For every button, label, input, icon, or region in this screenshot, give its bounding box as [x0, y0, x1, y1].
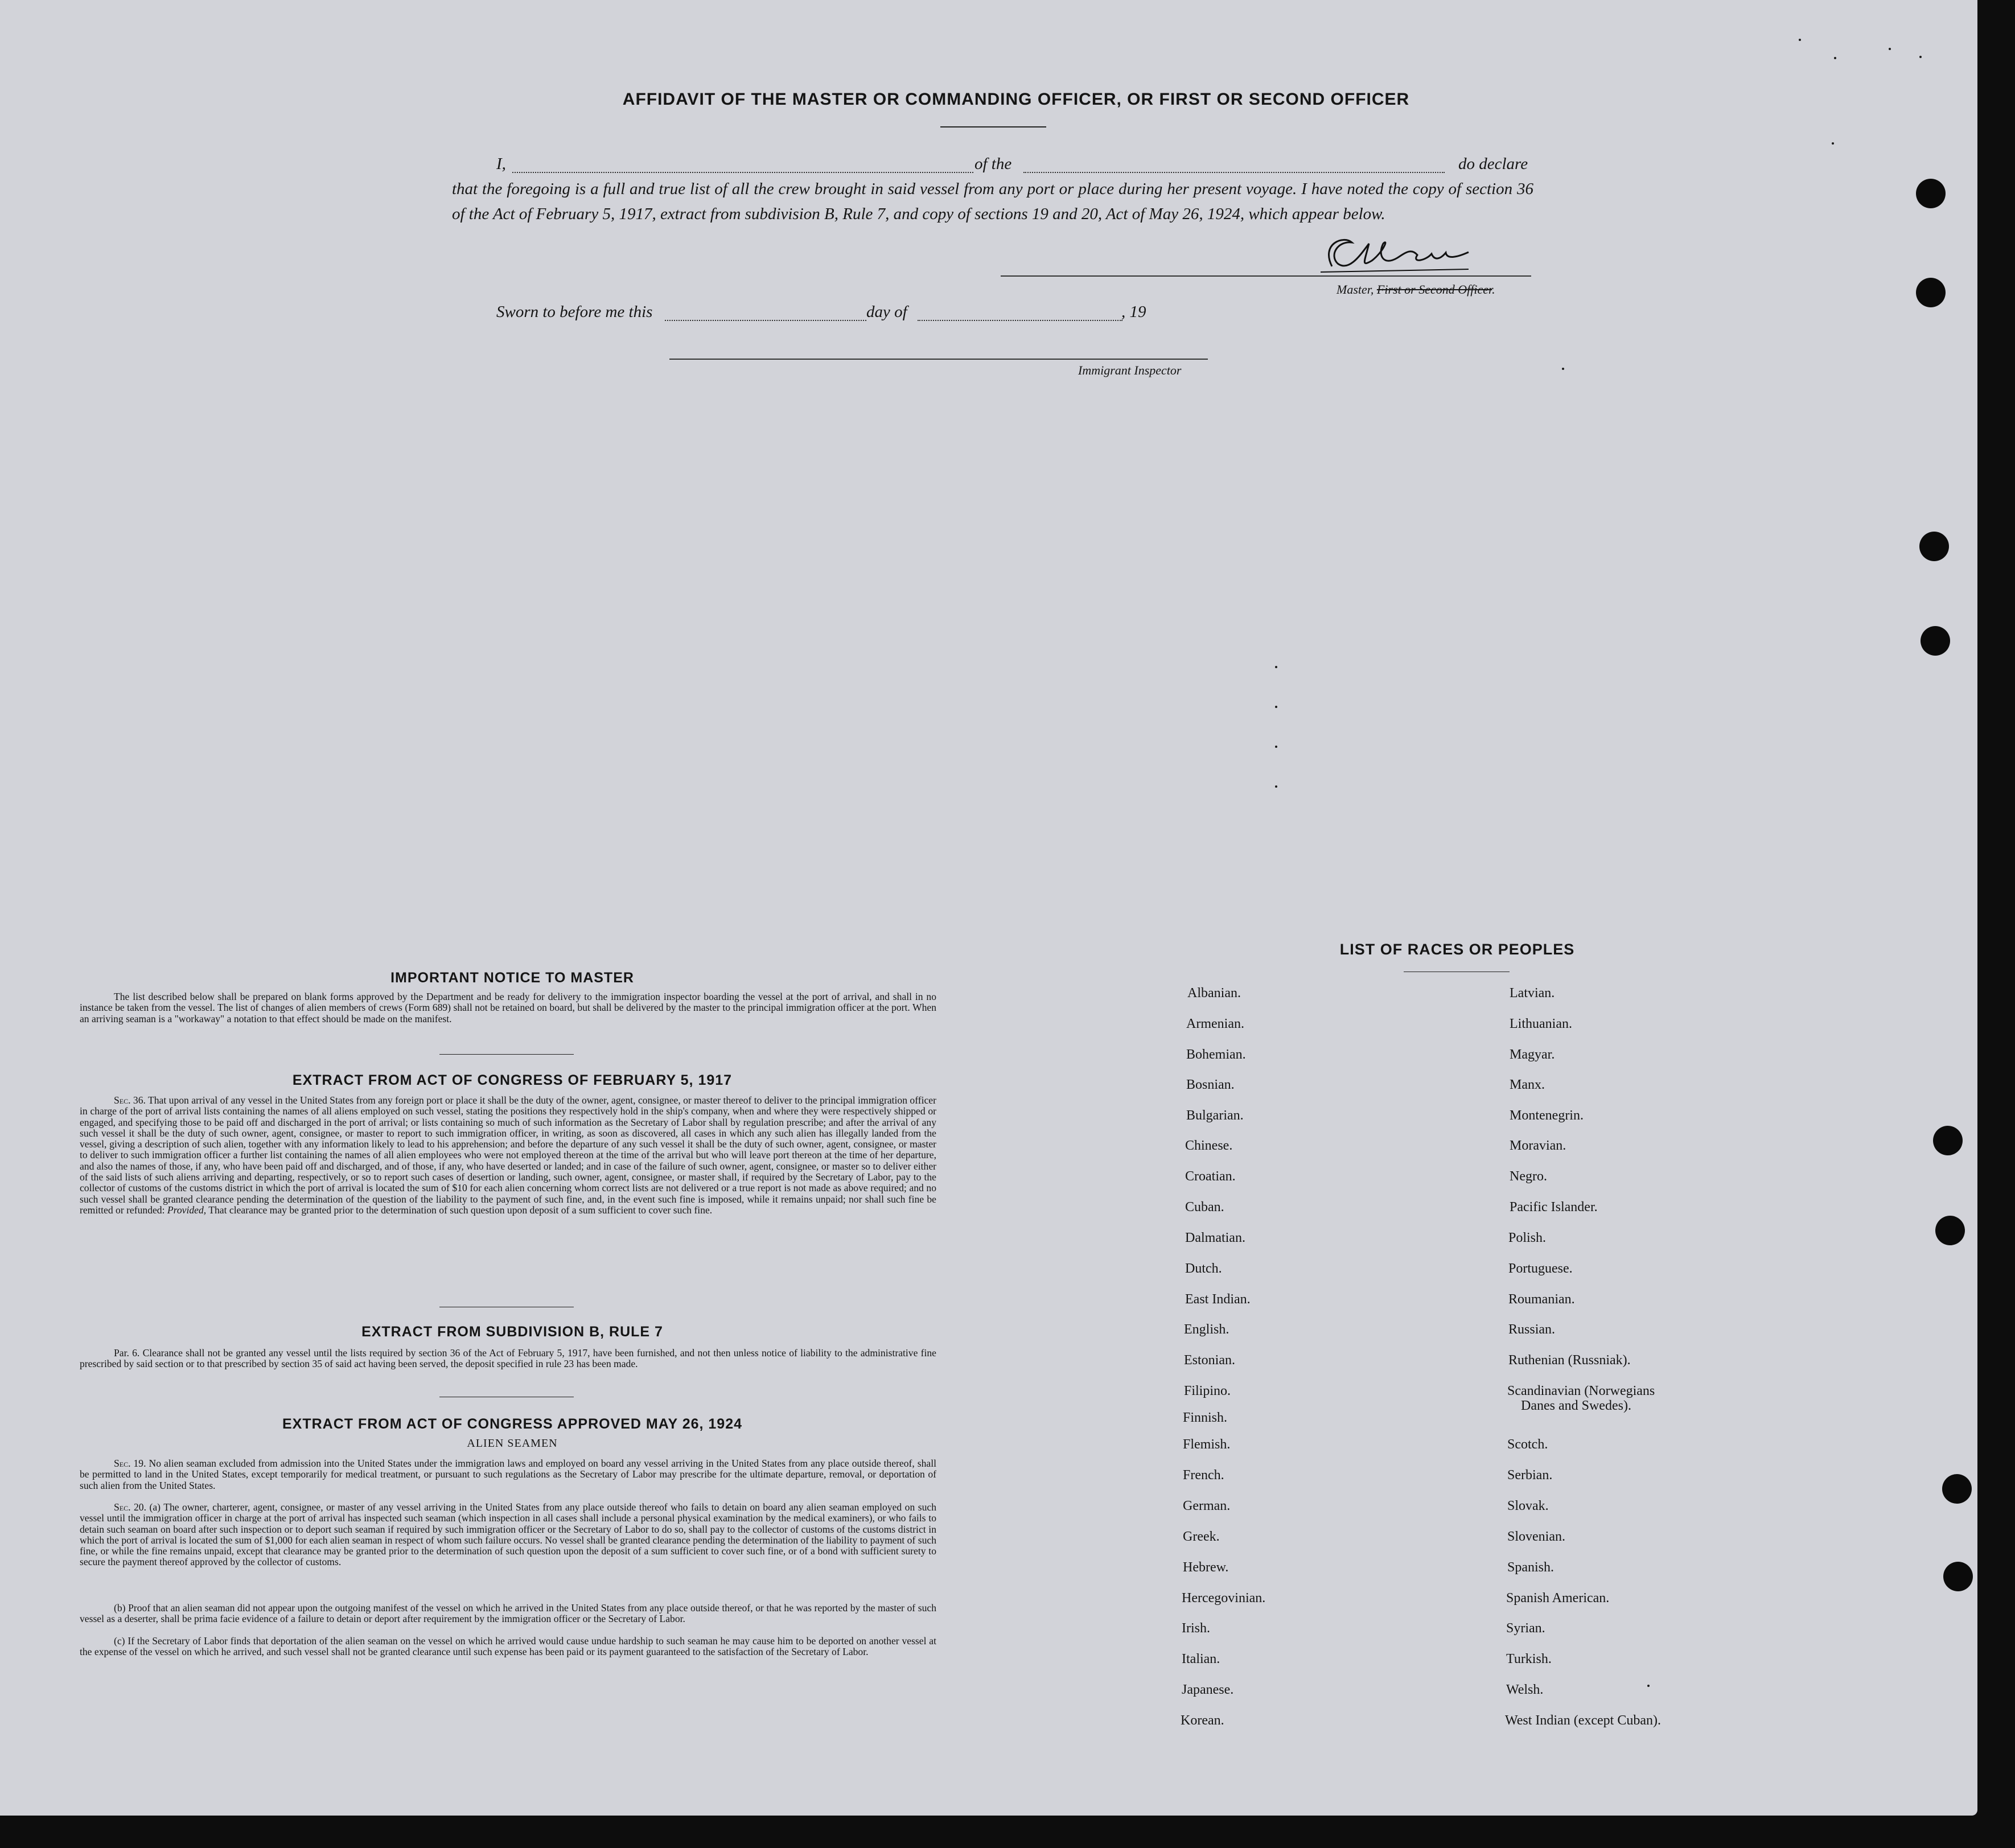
act-1924-title: EXTRACT FROM ACT OF CONGRESS APPROVED MAY 26, 1924	[282, 1416, 743, 1432]
title-divider	[940, 126, 1046, 127]
declarant-label: I,	[496, 155, 506, 173]
sworn-month-blank[interactable]	[918, 320, 1122, 321]
race-item: Chinese.	[1185, 1138, 1233, 1153]
race-item: German.	[1183, 1499, 1231, 1513]
act-1917-provided: Provided,	[167, 1204, 207, 1216]
race-item: Slovenian.	[1507, 1529, 1565, 1544]
race-item: Turkish.	[1506, 1652, 1552, 1666]
race-item: Dutch.	[1185, 1261, 1222, 1276]
notice-text: The list described below shall be prepared on blank forms approved by the Department and be ready for delivery to the immigration inspector boarding the vessel at the port of arrival, and shall in no instance be taken from the vessel. The list of changes of alien members of crews (Form 689) shall not be retained on board, but shall be delivered by the master to the principal immigration officer at the port. When an arriving seaman is a "workaway" a notation to that effect should be made on the manifest.	[80, 991, 936, 1024]
race-item: Irish.	[1182, 1621, 1210, 1636]
race-item: Armenian.	[1186, 1016, 1244, 1031]
race-item: Croatian.	[1185, 1169, 1236, 1184]
sec19-label: Sec. 19.	[114, 1458, 146, 1469]
scan-speck	[1275, 785, 1277, 788]
act-1924-sec20a	[80, 1502, 936, 1568]
scan-speck	[1562, 368, 1564, 370]
race-item: Moravian.	[1510, 1138, 1566, 1153]
act-1917-body-end: That clearance may be granted prior to the determination of such question upon deposit of a sum sufficient to cover such fine.	[208, 1204, 713, 1216]
sworn-day-blank[interactable]	[665, 320, 866, 321]
race-item: Cuban.	[1185, 1200, 1224, 1215]
act-1917-body: That upon arrival of any vessel in the United States from any foreign port or place it shall be the duty of the owner, agent, consignee, or master thereof to deliver to the principal immigration officer in charge of the port of arrival lists containing the names of all aliens employed on such vessel, stating the positions they respectively hold in the ship's company, when and where they were respectively shipped or engaged, and specifying those to be paid off and discharged in the port of arrival; or lists containing so much of such information as the Secretary of Labor shall by regulation prescribe; and after the arrival of any such vessel it shall be the duty of such owner, agent, consignee, or master to report to such immigration officer, in writing, as soon as discovered, all cases in which any such alien has illegally landed from the vessel, giving a description of such alien, together with any information likely to lead to his apprehension; and before the departure of any such vessel it shall be the duty of such owner, agent, consignee, or master to deliver to such immigration officer a further list containing the names of all alien employees who were not employed thereon at the time of the arrival but who will leave port thereon at the time of her departure, and also the names of those, if any, who have been paid off and discharged, and of those, if any, who have deserted or landed; and in case of the failure of such owner, agent, consignee, or master so to deliver either of the said lists of such aliens arriving and departing, respectively, or so to report such cases of desertion or landing, such owner, agent, consignee, or master shall, if required by the Secretary of Labor, pay to the collector of customs of the customs district in which the port of arrival is located the sum of $10 for each alien concerning whom correct lists are not delivered or a true report is not made as above required; and no such vessel shall be granted clearance pending the determination of the question of the liability to the payment of such fine, and, in the event such fine is imposed, while it remains unpaid; nor shall such fine be remitted or refunded:	[80, 1094, 936, 1216]
race-item: Portuguese.	[1508, 1261, 1573, 1276]
scan-speck	[1275, 746, 1277, 748]
race-item: Welsh.	[1506, 1682, 1544, 1697]
sec20a-body: (a) The owner, charterer, agent, consignee, or master of any vessel arriving in the United States from any place outside thereof who fails to detain on board any alien seaman employed on such vessel until the immigration officer in charge at the port of arrival has inspected such seaman (which inspection in all cases shall include a personal physical examination by the medical examiners), or who fails to detain such seaman on board after such inspection or to deport such seaman if required by such immigration officer or the Secretary of Labor to do so, shall pay to the collector of customs of the customs district in which the port of arrival is located the sum of $1,000 for each alien seaman in respect of whom such failure occurs. No vessel shall be granted clearance pending the determination of the liability to payment of such fine, or while the fine remains unpaid, except that clearance may be granted prior to the determination of such question upon the deposit of a sum sufficient to cover such fine, or of a bond with sufficient surety to secure the payment thereof approved by the collector of customs.	[80, 1501, 936, 1568]
signature-mark	[1298, 232, 1480, 278]
race-item: Finnish.	[1183, 1410, 1228, 1425]
race-item: Negro.	[1510, 1169, 1547, 1184]
of-the-label: of the	[974, 155, 1012, 173]
race-item: English.	[1184, 1322, 1229, 1337]
sec20-label: Sec. 20.	[114, 1501, 146, 1513]
race-item: Manx.	[1510, 1077, 1545, 1092]
scan-speck	[1799, 39, 1801, 41]
race-item: Spanish American.	[1506, 1591, 1610, 1606]
race-item: Flemish.	[1183, 1437, 1231, 1452]
rule-7-text: Par. 6. Clearance shall not be granted any vessel until the lists required by section 36 of the Act of February 5, 1917, have been furnished, and not then unless notice of liability to the administrative fine prescribed by said section or to that prescribed by section 35 of said act having been served, the deposit specified in rule 23 has been made.	[80, 1347, 936, 1370]
race-item: Dalmatian.	[1185, 1230, 1245, 1245]
act-1924-sec20c: (c) If the Secretary of Labor finds that deportation of the alien seaman on the vessel on which he arrived would cause undue hardship to such seaman he may cause him to be deported on another vessel at the expense of the vessel on which he arrived, and such vessel shall not be granted clearance until such expense has been paid or its payment guaranteed to the satisfaction of the Secretary of Labor.	[80, 1635, 936, 1658]
signature-caption	[1337, 282, 1495, 297]
race-item: Polish.	[1508, 1230, 1547, 1245]
race-item: Filipino.	[1184, 1384, 1231, 1398]
binder-hole	[1943, 1562, 1973, 1591]
binder-hole	[1919, 532, 1949, 561]
race-item: Bulgarian.	[1186, 1108, 1244, 1123]
race-item: Montenegrin.	[1510, 1108, 1584, 1123]
scan-speck	[1889, 48, 1891, 50]
race-item: West Indian (except Cuban).	[1505, 1713, 1661, 1728]
race-item: Slovak.	[1507, 1499, 1549, 1513]
race-item: Italian.	[1182, 1652, 1220, 1666]
inspector-label: Immigrant Inspector	[1078, 363, 1182, 377]
binder-hole	[1933, 1126, 1963, 1155]
declarant-name-blank[interactable]	[512, 172, 973, 173]
do-declare-label: do declare	[1458, 155, 1528, 173]
act-1924-subtitle: ALIEN SEAMEN	[467, 1437, 558, 1450]
race-item: French.	[1183, 1468, 1224, 1483]
day-of-label: day of	[866, 303, 907, 321]
scan-speck	[1275, 706, 1277, 708]
rule-7-title: EXTRACT FROM SUBDIVISION B, RULE 7	[361, 1324, 663, 1340]
scan-speck	[1919, 56, 1922, 58]
race-item: Roumanian.	[1508, 1292, 1575, 1307]
signature-caption-end: .	[1492, 282, 1495, 297]
sworn-label: Sworn to before me this	[496, 303, 653, 321]
races-title: LIST OF RACES OR PEOPLES	[1339, 941, 1575, 958]
act-1924-sec19	[80, 1458, 936, 1491]
race-item: Scotch.	[1507, 1437, 1548, 1452]
race-item: Russian.	[1508, 1322, 1556, 1337]
race-item: Latvian.	[1510, 986, 1555, 1001]
binder-hole	[1916, 278, 1946, 307]
race-item: Greek.	[1183, 1529, 1220, 1544]
race-item: Serbian.	[1507, 1468, 1553, 1483]
vessel-name-blank[interactable]	[1023, 172, 1445, 173]
race-item: Hercegovinian.	[1182, 1591, 1266, 1606]
race-item: Bohemian.	[1186, 1047, 1246, 1062]
act-1917-sec-label: Sec. 36.	[114, 1094, 146, 1106]
race-item: Korean.	[1181, 1713, 1224, 1728]
race-item: Danes and Swedes).	[1521, 1398, 1631, 1413]
binder-hole	[1916, 179, 1946, 208]
race-item: Estonian.	[1184, 1353, 1235, 1368]
race-item: Magyar.	[1510, 1047, 1555, 1062]
scan-speck	[1832, 142, 1834, 145]
inspector-signature-line[interactable]	[669, 359, 1208, 360]
act-1924-sec20b: (b) Proof that an alien seaman did not appear upon the outgoing manifest of the vessel on which he arrived in the United States from any place outside thereof, or that he was reported by the master of such vessel as a deserter, shall be prima facie evidence of a failure to detain or deport after requirement by the immigration officer or the Secretary of Labor.	[80, 1602, 936, 1625]
race-item: Spanish.	[1507, 1560, 1555, 1575]
act-1917-text	[80, 1095, 936, 1216]
notice-divider	[439, 1054, 574, 1055]
affidavit-title: AFFIDAVIT OF THE MASTER OR COMMANDING OFFICER, OR FIRST OR SECOND OFFICER	[622, 90, 1410, 109]
signature-caption-master: Master,	[1337, 282, 1374, 297]
scan-speck	[1275, 666, 1277, 668]
race-item: Lithuanian.	[1510, 1016, 1572, 1031]
affidavit-statement: that the foregoing is a full and true list of all the crew brought in said vessel from any port or place during her present voyage. I have noted the copy of section 36 of the Act of February 5, 1917, extract from subdivision B, Rule 7, and copy of sections 19 and 20, Act of May 26, 1924, which appear below.	[452, 180, 1533, 223]
race-item: Syrian.	[1506, 1621, 1545, 1636]
act-1917-title: EXTRACT FROM ACT OF CONGRESS OF FEBRUARY 5, 1917	[292, 1072, 733, 1088]
race-item: Scandinavian (Norwegians	[1507, 1384, 1655, 1398]
scan-speck	[1647, 1685, 1650, 1687]
race-item: Bosnian.	[1186, 1077, 1235, 1092]
race-item: Hebrew.	[1183, 1560, 1229, 1575]
sec19-body: No alien seaman excluded from admission into the United States under the immigration laws and employed on board any vessel arriving in the United States from any place outside thereof, shall be permitted to land in the United States, except temporarily for medical treatment, or pursuant to such regulations as the Secretary of Labor may prescribe for the ultimate departure, removal, or deportation of such alien from the United States.	[80, 1458, 936, 1491]
race-item: Albanian.	[1187, 986, 1241, 1001]
scan-speck	[1834, 57, 1836, 59]
race-item: Pacific Islander.	[1510, 1200, 1598, 1215]
signature-caption-struck: First or Second Officer	[1376, 282, 1492, 297]
race-item: Ruthenian (Russniak).	[1508, 1353, 1631, 1368]
race-item: East Indian.	[1185, 1292, 1251, 1307]
year-label: , 19	[1121, 303, 1146, 321]
race-item: Japanese.	[1182, 1682, 1234, 1697]
notice-title: IMPORTANT NOTICE TO MASTER	[390, 970, 634, 986]
binder-hole	[1942, 1474, 1972, 1504]
binder-hole	[1935, 1216, 1965, 1245]
binder-hole	[1921, 626, 1950, 656]
